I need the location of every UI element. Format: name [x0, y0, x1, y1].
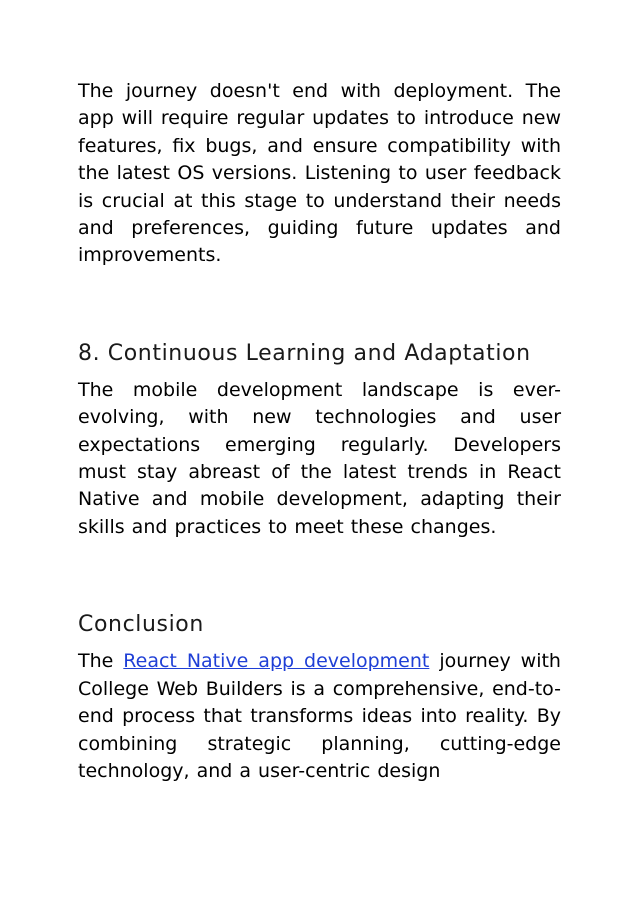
- react-native-link[interactable]: React Native app development: [123, 650, 430, 673]
- conclusion-paragraph: [78, 648, 561, 785]
- document-page: [78, 78, 561, 785]
- intro-paragraph: The journey doesn't end with deployment. The app will require regular updates to introduce new features, fix bugs, and ensure compatibility with the latest OS versions. Listening to user feedback is crucial at this stage to understand their needs and preferences, guiding future updates and improvements.: [78, 80, 561, 267]
- section-8-heading: 8. Continuous Learning and Adaptation: [78, 340, 531, 366]
- conclusion-heading: Conclusion: [78, 612, 204, 638]
- section-8-paragraph: The mobile development landscape is ever-evolving, with new technologies and user expectations emerging regularly. Developers must stay abreast of the latest trends in React Native and mobile development, adapting their skills and practices to meet these changes.: [78, 378, 561, 538]
- conclusion-text-suffix: journey with College Web Builders is a comprehensive, end-to-end process that transforms ideas into reality. By combining strategic planning, cutting-edge technology, and a user-centric design: [78, 650, 561, 782]
- conclusion-text-prefix: The: [78, 650, 124, 673]
